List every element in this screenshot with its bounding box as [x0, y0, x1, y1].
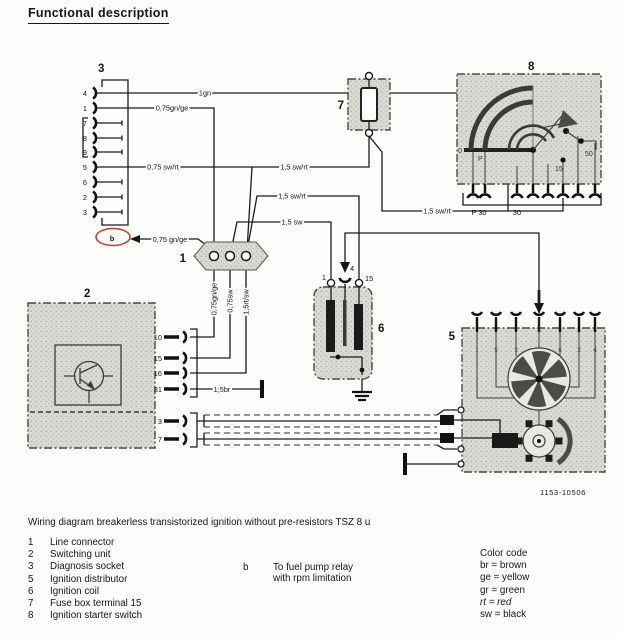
ground-contact	[458, 461, 464, 467]
legend-item-label: Ignition distributor	[50, 573, 128, 585]
dist-pin-2: 2	[577, 347, 581, 354]
pickup-coil	[492, 433, 518, 448]
coil-label-4: 4	[350, 264, 355, 273]
color-code-row: rt = red	[480, 596, 512, 608]
legend-item	[28, 574, 248, 586]
legend-item-number: 7	[28, 598, 34, 610]
note-b-line1: To fuel pump relay	[273, 562, 354, 573]
switching-unit	[28, 288, 197, 448]
wire-075gnge	[97, 108, 214, 251]
diagnosis-socket	[83, 63, 128, 225]
cable-plug-bottom	[440, 433, 454, 443]
legend-item-number: 6	[28, 585, 34, 597]
legend-item	[28, 610, 248, 622]
note-b	[243, 562, 353, 584]
label-075swrt: 0,75 sw/rt	[147, 162, 179, 172]
wire-sw-rt-net	[97, 136, 369, 167]
color-code-title: Color code	[480, 548, 528, 559]
unit-pin-bracket2	[190, 413, 197, 447]
legend-item	[28, 598, 248, 610]
label-v-075sw: 0,75sw	[225, 289, 235, 313]
figure-reference-number: 1153-10506	[540, 488, 586, 497]
color-code-row: gr = green	[480, 584, 525, 596]
diag-pin-2: 2	[82, 193, 87, 202]
dist-pin-6: 6	[558, 347, 562, 354]
wire-rtsw-pin16	[190, 261, 246, 373]
label-15swrt-b: 1,5 sw/rt	[278, 191, 306, 201]
legend-item-number: 1	[28, 537, 34, 548]
label-p30: P 30	[471, 208, 487, 217]
label-15br: 1,5br	[213, 385, 231, 394]
unit-pin-15: 15	[153, 354, 162, 363]
diag-pin-7: 7	[82, 119, 87, 128]
page-title: Functional description	[28, 6, 169, 24]
fuse-box	[338, 73, 390, 137]
fuse-terminal-bottom	[366, 130, 373, 137]
switch-terminal-15: 15	[555, 166, 563, 173]
component-number-2: 2	[84, 288, 91, 300]
wire-labels	[110, 89, 451, 395]
connector-contact-2	[226, 252, 235, 261]
note-b-text	[273, 562, 353, 584]
unit-pins	[154, 329, 197, 397]
component-number-7: 7	[337, 100, 344, 112]
legend-item-number: 2	[28, 549, 34, 561]
label-075gnge-b: 0,75 gn/ge	[152, 235, 188, 244]
coil-ground	[352, 379, 372, 400]
component-number-6: 6	[378, 323, 385, 335]
diag-pin-9: 9	[82, 148, 87, 157]
coil-label-1: 1	[321, 273, 326, 282]
diag-pin-1: 1	[82, 104, 87, 113]
b-arrowhead	[130, 235, 140, 243]
dist-pin-1: 1	[475, 347, 479, 354]
label-v-15rtsw: 1,5rt/sw	[241, 289, 251, 315]
fuse-terminal-top	[366, 73, 373, 80]
legend-item-label: Ignition coil	[50, 585, 100, 597]
wire-ht-coil-distributor	[345, 233, 539, 290]
legend-item	[28, 561, 248, 573]
unit-pin-10: 10	[153, 333, 162, 342]
coil-terminal-1	[327, 279, 334, 286]
unit-pin-stubs2	[164, 421, 179, 439]
component-number-3: 3	[98, 63, 105, 75]
ground-bar-distributor	[403, 453, 407, 475]
dist-pin-4: 4	[593, 347, 597, 354]
ground-bar-unit	[260, 380, 264, 398]
diag-pin-stubs	[83, 118, 122, 215]
label-v-075gnge: 0,75gn/ge	[209, 282, 219, 316]
coil-terminal-4-cup	[340, 278, 351, 282]
dist-pin-3: 3	[514, 347, 518, 354]
note-b-line2: with rpm limitation	[273, 573, 352, 584]
color-code-row: br = brown	[480, 560, 527, 572]
diagnosis-socket-pins	[83, 88, 96, 218]
caption-block	[28, 512, 618, 622]
legend-list	[28, 537, 248, 622]
diagram-caption: Wiring diagram breakerless transistorized ignition without pre-resistors TSZ 8 u	[28, 517, 371, 528]
color-code	[480, 548, 529, 621]
legend-item-label: Fuse box terminal 15	[50, 598, 142, 610]
diag-pin-8: 8	[82, 134, 87, 143]
legend-item-number: 8	[28, 610, 34, 622]
label-15sw: 1,5 sw	[281, 217, 303, 227]
coil-label-15: 15	[365, 274, 374, 283]
unit-pin-3: 3	[157, 417, 162, 426]
note-b-key: b	[243, 562, 249, 573]
ignition-distributor	[449, 303, 605, 472]
unit-pin-stubs	[164, 337, 179, 389]
color-code-row: ge = yellow	[480, 572, 530, 584]
line-connector	[180, 242, 268, 270]
legend-item-label: Ignition starter switch	[50, 610, 143, 622]
label-15swrt-c: 1,5 sw/rt	[423, 206, 451, 216]
label-1gn: 1gn	[198, 88, 212, 98]
dist-pin-5: 5	[494, 347, 498, 354]
legend-item	[28, 537, 248, 549]
diag-pin-5: 5	[82, 163, 87, 172]
unit-pin-7: 7	[157, 435, 162, 444]
ignition-starter-switch	[457, 61, 601, 217]
label-30: 30	[512, 208, 522, 217]
switch-terminal-stems	[473, 184, 595, 193]
switch-pos-0: 0	[458, 148, 462, 155]
label-075gnge: 0,75gn/ge	[155, 103, 189, 113]
switch-terminals	[463, 184, 601, 217]
shield-contact-top	[458, 407, 464, 413]
legend-item	[28, 586, 248, 598]
cable-plug-top	[440, 415, 454, 425]
label-b: b	[109, 234, 115, 243]
component-number-1: 1	[179, 253, 186, 265]
legend-item-label: Switching unit	[50, 549, 111, 561]
unit-pin-bracket	[190, 329, 197, 397]
unit-pin-16: 16	[153, 369, 162, 378]
unit-pin-31: 31	[153, 385, 162, 394]
diag-pin-3: 3	[82, 208, 87, 217]
coil-terminal-15	[355, 279, 362, 286]
legend-item-number: 5	[28, 573, 34, 585]
connector-contact-3	[242, 252, 251, 261]
legend-item-label: Diagnosis socket	[50, 561, 125, 573]
fuse-element	[361, 88, 377, 121]
switching-unit-body	[28, 303, 155, 448]
ignition-coil	[314, 262, 384, 400]
legend-item	[28, 549, 248, 561]
unit-pins-pickup	[158, 413, 197, 447]
connector-contact-1	[210, 252, 219, 261]
component-number-5: 5	[448, 331, 455, 343]
diag-pin-4: 4	[82, 89, 87, 98]
label-15swrt-a: 1,5 sw/rt	[280, 162, 308, 172]
legend-item-number: 3	[28, 561, 34, 573]
switch-terminal-50: 50	[585, 151, 593, 158]
component-number-8: 8	[528, 61, 535, 73]
shielded-cables	[197, 410, 457, 475]
coil-terminal-4-arrow	[340, 262, 350, 273]
shield-contact-bottom	[458, 446, 464, 452]
switch-pos-p: P	[478, 156, 483, 163]
diag-pin-6: 6	[82, 178, 87, 187]
legend-item-label: Line connector	[50, 537, 115, 548]
color-code-row: sw = black	[480, 609, 527, 621]
